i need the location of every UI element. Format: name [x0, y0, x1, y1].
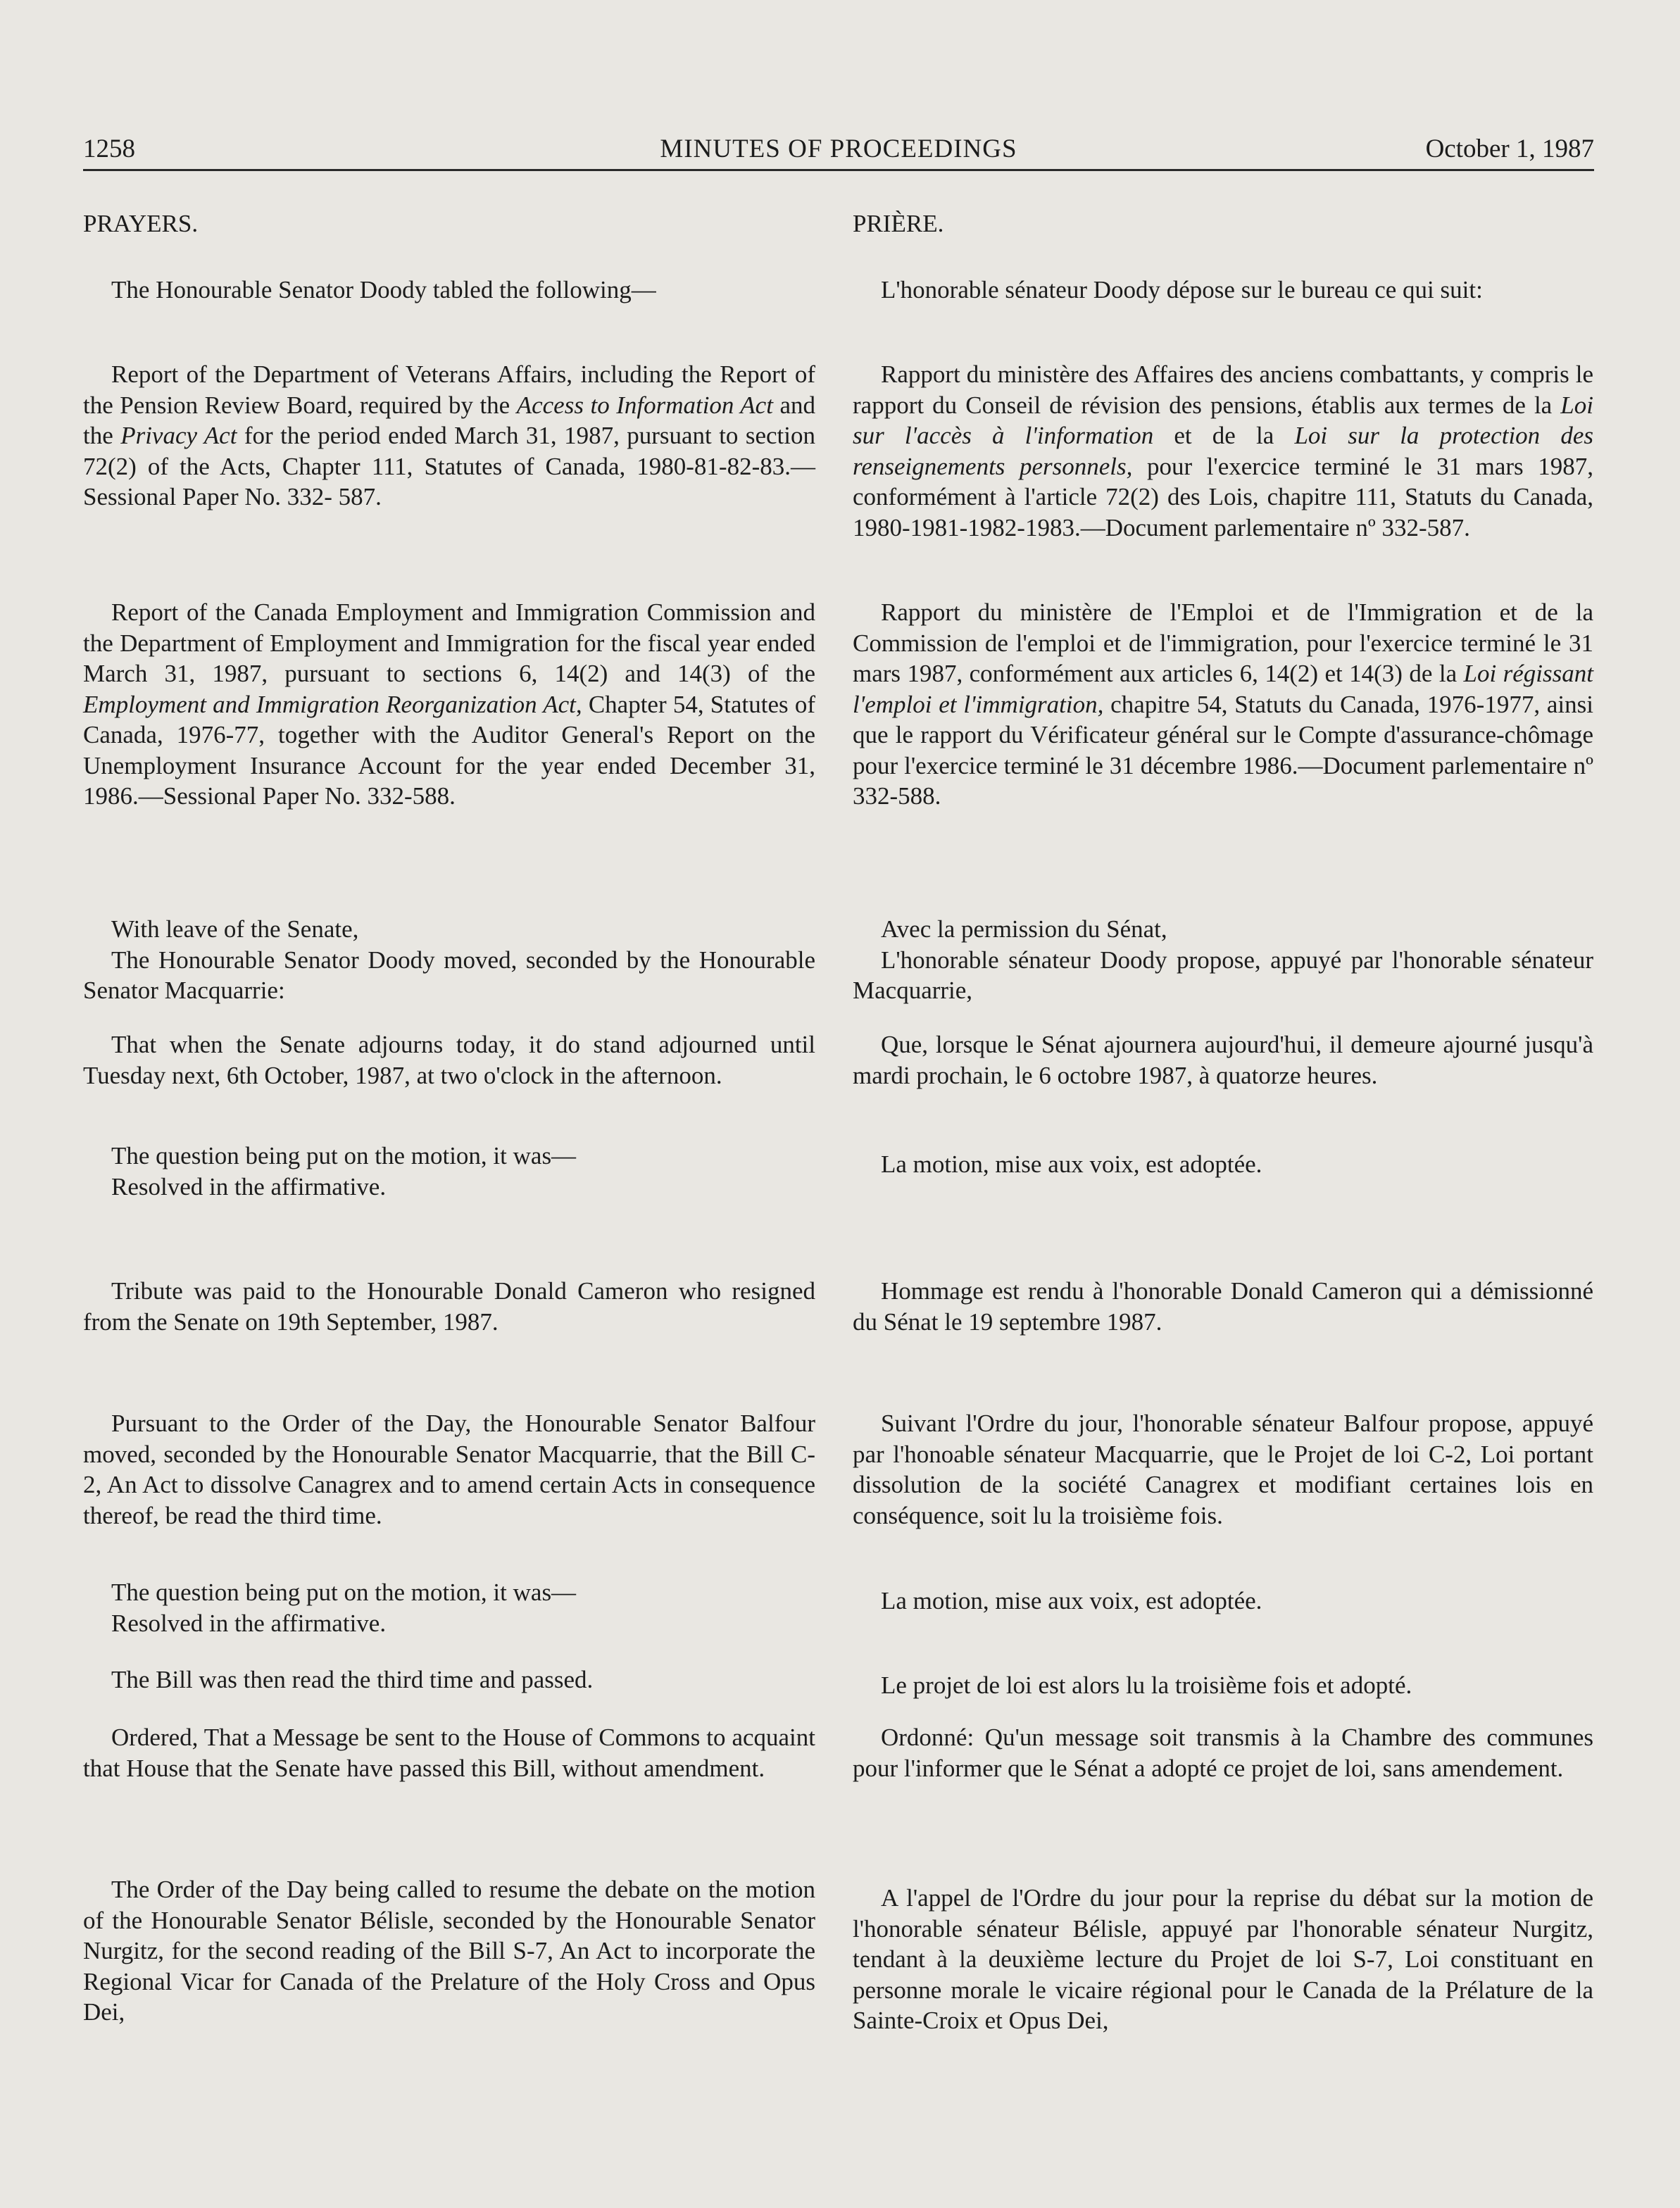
french-paragraph-tabled: L'honorable sénateur Doody dépose sur le bureau ce qui suit: — [881, 276, 1483, 303]
french-paragraph-question-2: La motion, mise aux voix, est adoptée. — [881, 1587, 1262, 1614]
french-paragraph-question: La motion, mise aux voix, est adoptée. — [881, 1150, 1262, 1178]
act-title: Loi régissant l'emploi et l'immigration, — [853, 660, 1593, 718]
act-title: Employment and Immigration Reorganization Act, — [83, 690, 582, 718]
act-title: Loi sur l'accès à l'information — [853, 391, 1593, 449]
text-run: chapitre 54, Statuts du Canada, 1976-1977, ainsi que le rapport du Vérificateur général sur le Compte d'assurance-chômage pour l'exercice terminé le 31 décembre 1986.—Document parlementaire nº 332-588. — [853, 690, 1593, 810]
english-paragraph-veterans-report — [83, 359, 815, 513]
act-title: Access to Information Act — [516, 391, 773, 419]
text-line: The question being put on the motion, it was— — [111, 1142, 577, 1169]
text-run: et de la — [1153, 422, 1295, 449]
english-paragraph-tabled: The Honourable Senator Doody tabled the following— — [111, 276, 656, 303]
english-heading: PRAYERS. — [83, 210, 199, 237]
french-paragraph-leave — [853, 914, 1593, 1006]
text-run: Rapport du ministère de l'Emploi et de l'Immigration et de la Commission de l'emploi et de l'immigration, pour l'exercice terminé le 31 mars 1987, conformément aux articles 6, 14(2) et 14(3) de la — [853, 598, 1593, 687]
text-line: The question being put on the motion, it was— — [111, 1579, 577, 1606]
english-paragraph-question-2 — [83, 1577, 815, 1638]
french-paragraph-third-reading: Le projet de loi est alors lu la troisième fois et adopté. — [881, 1671, 1412, 1699]
page-date: October 1, 1987 — [1425, 134, 1594, 163]
text-run: Chapter 54, Statutes of Canada, 1976-77, together with the Auditor General's Report on the Unemployment Insurance Account for the year ended December 31, 1986.—Sessional Paper No. 332-588. — [83, 690, 816, 810]
page-title: MINUTES OF PROCEEDINGS — [660, 134, 1017, 163]
text-line: Resolved in the affirmative. — [111, 1172, 387, 1200]
english-paragraph-third-reading: The Bill was then read the third time and passed. — [111, 1666, 594, 1693]
act-title: Loi sur la protection des renseignements personnels, — [853, 422, 1593, 480]
text-line: With leave of the Senate, — [111, 915, 359, 943]
text-run: and the — [83, 391, 815, 449]
text-line: L'honorable sénateur Doody propose, appuyé par l'honorable sénateur Macquarrie, — [853, 946, 1593, 1004]
text-run: for the period ended March 31, 1987, pursuant to section 72(2) of the Acts, Chapter 111, Statutes of Canada, 1980-81-82-83.—Sessional Paper No. 332- 587. — [83, 422, 815, 510]
english-paragraph-employment-report — [83, 597, 815, 812]
english-paragraph-message-ordered: Ordered, That a Message be sent to the House of Commons to acquaint that House that the Senate have passed this Bill, without amendment. — [83, 1724, 815, 1782]
french-paragraph-message-ordered: Ordonné: Qu'un message soit transmis à la Chambre des communes pour l'informer que le Sénat a adopté ce projet de loi, sans amendement. — [853, 1724, 1593, 1782]
text-run: Report of the Canada Employment and Immigration Commission and the Department of Employment and Immigration for the fiscal year ended March 31, 1987, pursuant to sections 6, 14(2) and 14(3) of the — [83, 598, 815, 687]
text-run: pour l'exercice terminé le 31 mars 1987, conformément à l'article 72(2) des Lois, chapitre 111, Statuts du Canada, 1980-1981-1982-1983.—Document parlementaire nº 332-587. — [853, 452, 1593, 541]
english-paragraph-adjourn-motion: That when the Senate adjourns today, it do stand adjourned until Tuesday next, 6th October, 1987, at two o'clock in the afternoon. — [83, 1031, 815, 1089]
english-paragraph-tribute: Tribute was paid to the Honourable Donald Cameron who resigned from the Senate on 19th September, 1987. — [83, 1277, 815, 1336]
act-title: Privacy Act — [120, 422, 237, 449]
french-paragraph-tribute: Hommage est rendu à l'honorable Donald Cameron qui a démissionné du Sénat le 19 septembre 1987. — [853, 1277, 1593, 1336]
english-paragraph-question — [83, 1141, 815, 1202]
french-paragraph-veterans-report — [853, 359, 1593, 543]
french-paragraph-bill-c2: Suivant l'Ordre du jour, l'honorable sénateur Balfour propose, appuyé par l'honoable sénateur Macquarrie, que le Projet de loi C-2, Loi portant dissolution de la société Canagrex et modifiant certaines lois en conséquence, soit lu la troisième fois. — [853, 1410, 1593, 1529]
page-header — [83, 131, 1594, 168]
english-paragraph-bill-s7: The Order of the Day being called to resume the debate on the motion of the Honourable Senator Bélisle, seconded by the Honourable Senator Nurgitz, for the second reading of the Bill S-7, An Act to incorporate the Regional Vicar for Canada of the Prelature of the Holy Cross and Opus Dei, — [83, 1876, 815, 2026]
french-paragraph-adjourn-motion: Que, lorsque le Sénat ajournera aujourd'hui, il demeure ajourné jusqu'à mardi prochain, le 6 octobre 1987, à quatorze heures. — [853, 1031, 1593, 1089]
text-run: Report of the Department of Veterans Affairs, including the Report of the Pension Review Board, required by the — [83, 360, 815, 419]
text-run: Rapport du ministère des Affaires des anciens combattants, y compris le rapport du Conseil de révision des pensions, établis aux termes de la — [853, 360, 1593, 419]
french-paragraph-employment-report — [853, 597, 1593, 812]
english-paragraph-leave — [83, 914, 815, 1006]
text-line: The Honourable Senator Doody moved, seconded by the Honourable Senator Macquarrie: — [83, 946, 815, 1004]
header-rule — [83, 169, 1594, 171]
english-paragraph-bill-c2: Pursuant to the Order of the Day, the Honourable Senator Balfour moved, seconded by the Honourable Senator Macquarrie, that the Bill C-2, An Act to dissolve Canagrex and to amend certain Acts in consequence thereof, be read the third time. — [83, 1410, 815, 1529]
french-heading: PRIÈRE. — [853, 210, 944, 237]
text-line: Avec la permission du Sénat, — [881, 915, 1167, 943]
page-number: 1258 — [83, 134, 135, 163]
text-line: Resolved in the affirmative. — [111, 1609, 387, 1637]
french-paragraph-bill-s7: A l'appel de l'Ordre du jour pour la reprise du débat sur la motion de l'honorable sénateur Bélisle, appuyé par l'honorable sénateur Nurgitz, tendant à la deuxième lecture du Projet de loi S-7, Loi constituant en personne morale le vicaire régional pour le Canada de la Prélature de la Sainte-Croix et Opus Dei, — [853, 1884, 1593, 2034]
